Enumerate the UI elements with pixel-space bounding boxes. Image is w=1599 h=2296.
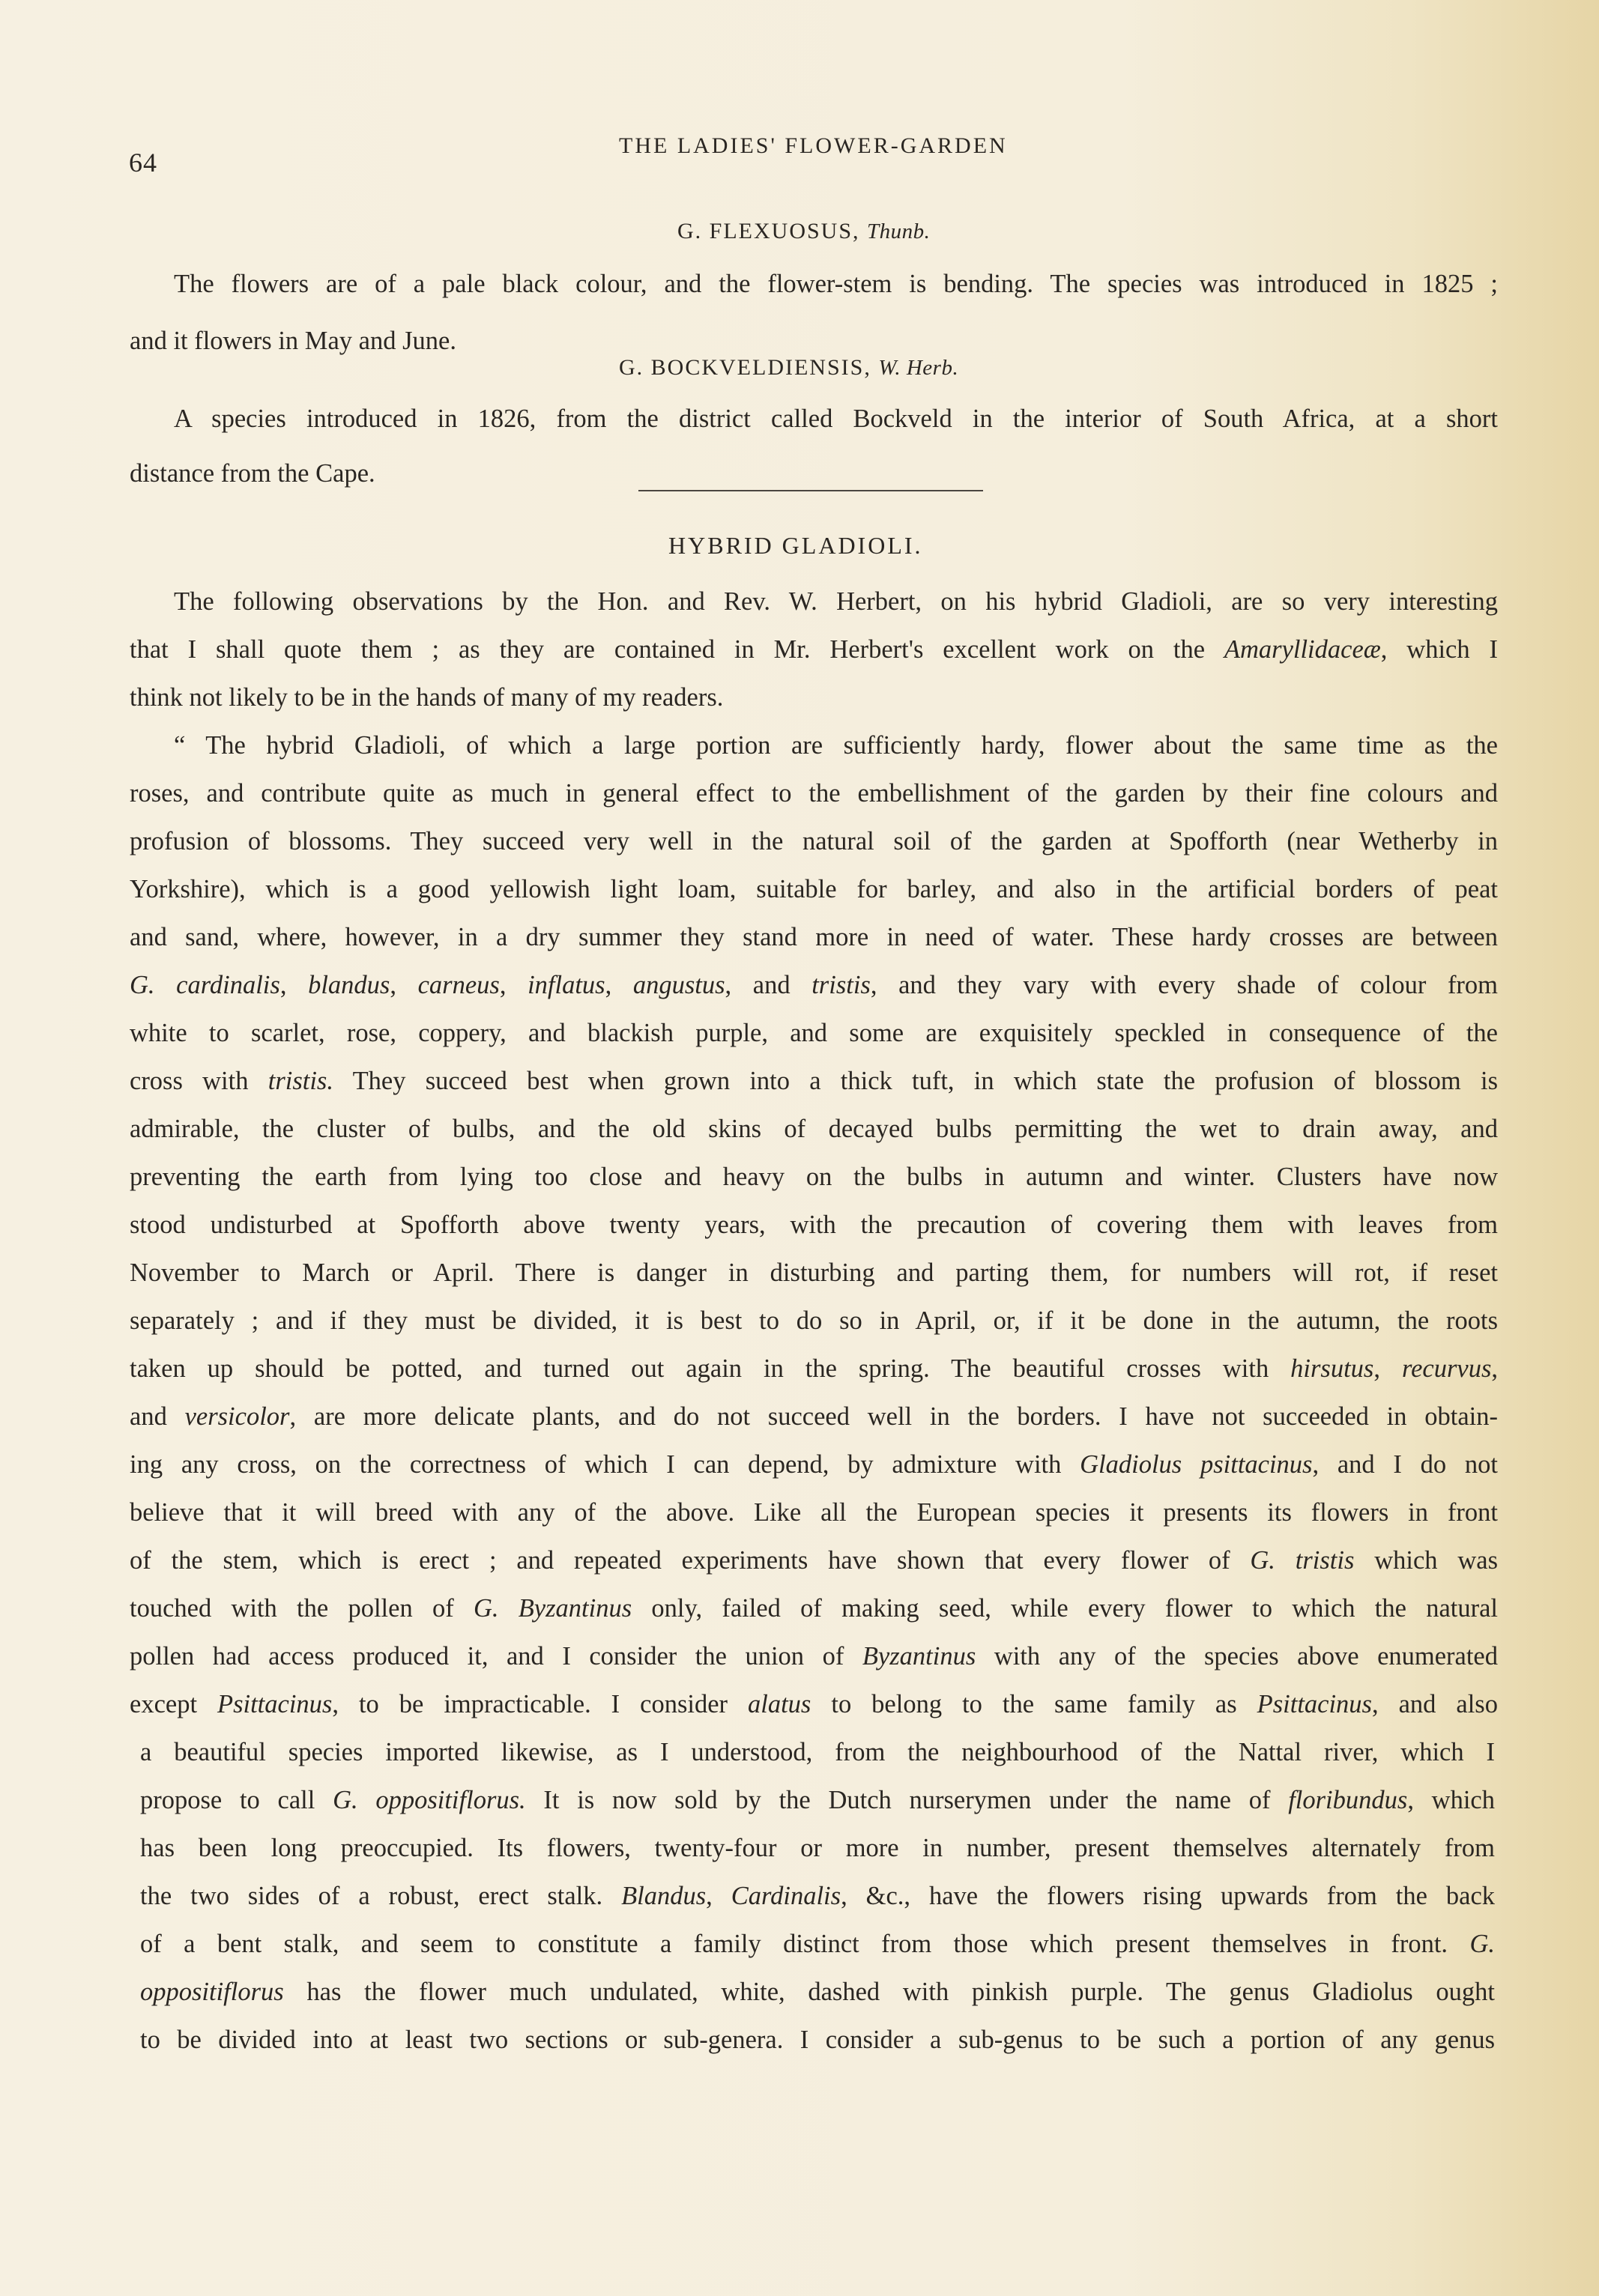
text-line (130, 1402, 1498, 1432)
text-line (130, 1067, 1498, 1096)
text-line (130, 1498, 1498, 1527)
text-segment: , (279, 971, 309, 999)
text-segment: , &c., have the flowers rising upwards from the back (841, 1882, 1496, 1910)
text-segment: , and (725, 971, 812, 999)
text-segment: , (706, 1882, 731, 1910)
page-number: 64 (129, 148, 157, 178)
text-segment: has the flower much undulated, white, dashed with pinkish purple. The genus Gladiolus ought (283, 1978, 1495, 2006)
species-authority: W. Herb. (878, 356, 959, 380)
text-line (140, 1882, 1495, 1911)
text-line (130, 971, 1498, 1000)
text-segment: separately ; and if they must be divided, it is best to do so in April, or, if it be done in the autumn, the roots (130, 1306, 1498, 1335)
text-line (130, 1115, 1498, 1144)
text-segment: a beautiful species imported likewise, as I understood, from the neighbourhood of the Nattal river, which I (140, 1738, 1495, 1766)
text-line (140, 2026, 1495, 2055)
text-line (140, 1738, 1495, 1767)
text-segment: cross with (130, 1067, 268, 1095)
italic-text: G. Byzantinus (473, 1594, 632, 1623)
italic-text: Byzantinus (862, 1642, 976, 1670)
text-segment: profusion of blossoms. They succeed very well in the natural soil of the garden at Spofforth (near Wetherby in (130, 827, 1498, 855)
text-segment: November to March or April. There is danger in disturbing and parting them, for numbers will rot, if reset (130, 1258, 1498, 1287)
text-segment: A species introduced in 1826, from the district called Bockveld in the interior of South Africa, at a short (174, 405, 1498, 433)
italic-text: G. cardinalis (130, 971, 280, 999)
italic-text: Psittacinus (217, 1690, 333, 1718)
italic-text: G. (1469, 1930, 1495, 1958)
italic-text: G. oppositiflorus. (333, 1786, 526, 1814)
italic-text: blandus (308, 971, 390, 999)
text-segment: , which I (1380, 635, 1498, 664)
text-line (130, 1594, 1498, 1623)
text-line (140, 1978, 1495, 2007)
italic-text: oppositiflorus (140, 1978, 284, 2006)
text-segment: white to scarlet, rose, coppery, and blackish purple, and some are exquisitely speckled in consequence of the (130, 1019, 1498, 1047)
italic-text: Amaryllidaceæ (1224, 635, 1381, 664)
text-segment: of a bent stalk, and seem to constitute a family distinct from those which present themselves in front. (140, 1930, 1470, 1958)
text-segment: “ The hybrid Gladioli, of which a large portion are sufficiently hardy, flower about the same time as the (174, 731, 1498, 760)
text-segment: preventing the earth from lying too close and heavy on the bulbs in autumn and winter. Clusters have now (130, 1163, 1498, 1191)
text-segment: The following observations by the Hon. and Rev. W. Herbert, on his hybrid Gladioli, are so very interesting (174, 587, 1498, 616)
species-name: G. BOCKVELDIENSIS, (619, 355, 871, 380)
text-segment: with any of the species above enumerated (976, 1642, 1498, 1670)
text-segment: and sand, where, however, in a dry summer they stand more in need of water. These hardy crosses are between (130, 923, 1498, 951)
text-line (130, 1690, 1498, 1719)
text-segment: and it flowers in May and June. (130, 327, 456, 355)
text-line (140, 1930, 1495, 1959)
text-line (130, 683, 1498, 712)
italic-text: inflatus (528, 971, 605, 999)
text-segment: believe that it will breed with any of the above. Like all the European species it presents its flowers in front (130, 1498, 1498, 1527)
italic-text: angustus (632, 971, 725, 999)
text-segment: , and also (1372, 1690, 1498, 1718)
text-segment: , are more delicate plants, and do not succeed well in the borders. I have not succeeded in obtain- (289, 1402, 1498, 1431)
section-divider-rule (638, 490, 983, 491)
text-line (130, 1642, 1498, 1671)
italic-text: recurvus (1401, 1354, 1492, 1383)
text-segment: , (499, 971, 528, 999)
text-segment: , which (1407, 1786, 1495, 1814)
text-line (130, 1306, 1498, 1336)
text-segment: that I shall quote them ; as they are contained in Mr. Herbert's excellent work on the (130, 635, 1224, 664)
italic-text: Psittacinus (1257, 1690, 1372, 1718)
text-segment: except (130, 1690, 218, 1718)
text-segment: to be divided into at least two sections or sub-genera. I consider a sub-genus to be such a portion of any genus (140, 2026, 1495, 2054)
text-segment: pollen had access produced it, and I consider the union of (130, 1642, 862, 1670)
italic-text: floribundus (1288, 1786, 1408, 1814)
text-segment: Yorkshire), which is a good yellowish light loam, suitable for barley, and also in the artificial borders of peat (130, 875, 1498, 903)
species-heading-flexuosus (677, 219, 930, 244)
text-line (130, 779, 1498, 808)
text-segment: only, failed of making seed, while every flower to which the natural (632, 1594, 1498, 1623)
text-segment: , to be impracticable. I consider (332, 1690, 749, 1718)
text-segment: of the stem, which is erect ; and repeated experiments have shown that every flower of (130, 1546, 1251, 1575)
text-line (140, 1834, 1495, 1863)
text-segment: ing any cross, on the correctness of which I can depend, by admixture with (130, 1450, 1080, 1479)
species-name: G. FLEXUOSUS, (677, 219, 860, 243)
text-segment: the two sides of a robust, erect stalk. (140, 1882, 622, 1910)
text-segment: touched with the pollen of (130, 1594, 474, 1623)
text-line (140, 1786, 1495, 1815)
italic-text: tristis (811, 971, 871, 999)
text-line (130, 923, 1498, 952)
italic-text: Cardinalis (731, 1882, 841, 1910)
text-line (130, 1546, 1498, 1575)
text-line (130, 875, 1498, 904)
text-segment: which was (1354, 1546, 1498, 1575)
section-heading: HYBRID GLADIOLI. (668, 532, 923, 559)
text-line (130, 327, 1498, 356)
text-segment: distance from the Cape. (130, 459, 375, 488)
text-line (130, 1211, 1498, 1240)
italic-text: tristis. (267, 1067, 333, 1095)
text-line (130, 1354, 1498, 1384)
italic-text: carneus (417, 971, 500, 999)
italic-text: G. tristis (1250, 1546, 1355, 1575)
text-line (130, 635, 1498, 664)
text-line (130, 459, 1498, 488)
text-line (130, 827, 1498, 856)
text-segment: think not likely to be in the hands of many of my readers. (130, 683, 724, 712)
running-head: THE LADIES' FLOWER-GARDEN (619, 133, 1008, 158)
text-line (174, 405, 1498, 434)
text-segment: and (130, 1402, 185, 1431)
text-line (174, 587, 1498, 617)
text-line (174, 270, 1498, 299)
italic-text: versicolor (184, 1402, 290, 1431)
text-line (130, 1019, 1498, 1048)
text-line (130, 1450, 1498, 1479)
text-segment: , (1373, 1354, 1402, 1383)
text-line (130, 1163, 1498, 1192)
text-segment: admirable, the cluster of bulbs, and the old skins of decayed bulbs permitting the wet to drain away, and (130, 1115, 1498, 1143)
text-segment: , (1491, 1354, 1499, 1383)
text-segment: , and they vary with every shade of colour from (870, 971, 1499, 999)
text-line (174, 731, 1498, 760)
text-segment: taken up should be potted, and turned out again in the spring. The beautiful crosses with (130, 1354, 1291, 1383)
text-segment: , (390, 971, 418, 999)
text-segment: They succeed best when grown into a thick tuft, in which state the profusion of blossom is (333, 1067, 1498, 1095)
text-segment: propose to call (140, 1786, 333, 1814)
species-heading-bockveldiensis (619, 355, 958, 381)
text-segment: to belong to the same family as (811, 1690, 1257, 1718)
italic-text: alatus (748, 1690, 811, 1718)
text-segment: , and I do not (1312, 1450, 1498, 1479)
text-segment: , (605, 971, 633, 999)
species-authority: Thunb. (867, 219, 931, 243)
italic-text: Gladiolus psittacinus (1080, 1450, 1313, 1479)
text-segment: The flowers are of a pale black colour, and the flower-stem is bending. The species was introduced in 1825 ; (174, 270, 1498, 298)
text-segment: It is now sold by the Dutch nurserymen under the name of (525, 1786, 1289, 1814)
text-segment: stood undisturbed at Spofforth above twenty years, with the precaution of covering them with leaves from (130, 1211, 1498, 1239)
italic-text: Blandus (621, 1882, 707, 1910)
italic-text: hirsutus (1290, 1354, 1374, 1383)
text-segment: has been long preoccupied. Its flowers, twenty-four or more in number, present themselves alternately from (140, 1834, 1495, 1862)
text-segment: roses, and contribute quite as much in general effect to the embellishment of the garden by their fine colours and (130, 779, 1498, 808)
text-line (130, 1258, 1498, 1288)
